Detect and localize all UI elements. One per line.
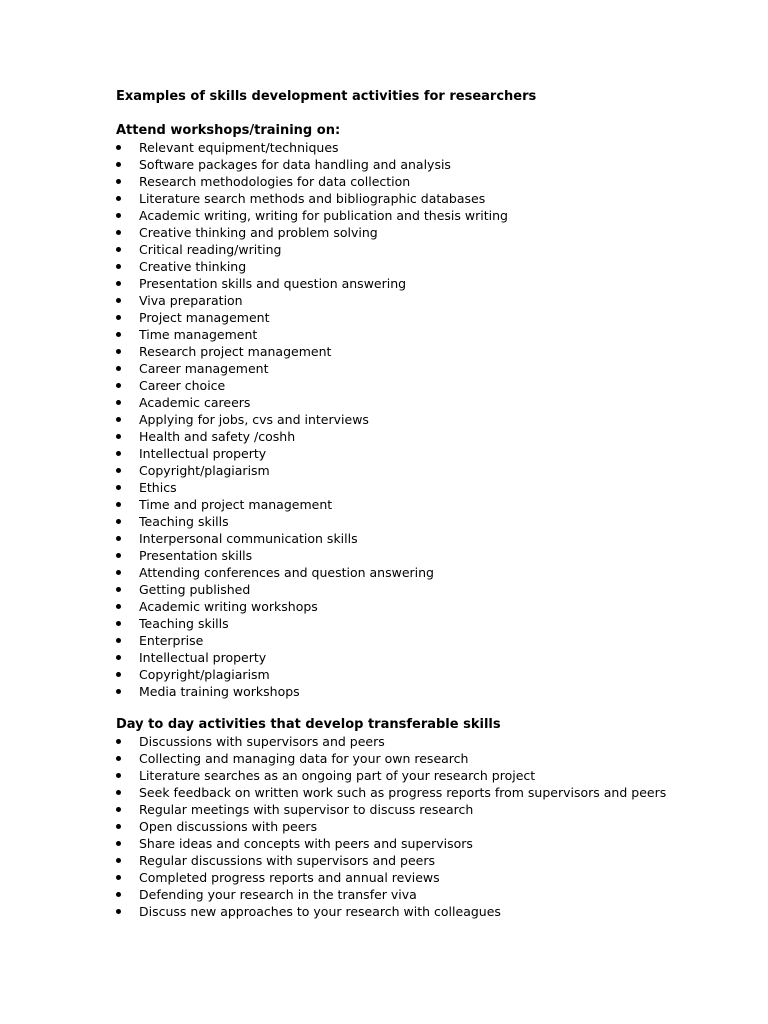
- list-item: [116, 479, 736, 496]
- bullet-dot-icon: [116, 332, 121, 337]
- bullet-dot-icon: [116, 587, 121, 592]
- bullet-dot-icon: [116, 145, 121, 150]
- list-item-text: Creative thinking and problem solving: [139, 225, 378, 240]
- list-item: [116, 377, 736, 394]
- bullet-dot-icon: [116, 841, 121, 846]
- bullet-dot-icon: [116, 773, 121, 778]
- list-item: [116, 733, 736, 750]
- list-item-text: Presentation skills: [139, 548, 253, 563]
- list-item-text: Creative thinking: [139, 259, 247, 274]
- list-item-text: Relevant equipment/techniques: [139, 140, 339, 155]
- bullet-dot-icon: [116, 162, 121, 167]
- list-item: [116, 173, 736, 190]
- list-item-text: Copyright/plagiarism: [139, 667, 270, 682]
- list-item-text: Literature search methods and bibliographic databases: [139, 191, 486, 206]
- list-item-text: Time management: [139, 327, 258, 342]
- list-item: [116, 886, 736, 903]
- list-item: [116, 801, 736, 818]
- bullet-dot-icon: [116, 179, 121, 184]
- list-item: [116, 835, 736, 852]
- list-item-text: Ethics: [139, 480, 177, 495]
- list-item-text: Teaching skills: [139, 514, 229, 529]
- list-item: [116, 411, 736, 428]
- list-item: [116, 581, 736, 598]
- list-item-text: Presentation skills and question answering: [139, 276, 407, 291]
- list-item: [116, 207, 736, 224]
- list-item: [116, 360, 736, 377]
- bullet-dot-icon: [116, 247, 121, 252]
- bullet-dot-icon: [116, 553, 121, 558]
- list-item-text: Viva preparation: [139, 293, 243, 308]
- list-item: [116, 666, 736, 683]
- document-title: Examples of skills development activities for researchers: [116, 89, 537, 104]
- bullet-dot-icon: [116, 655, 121, 660]
- bullet-dot-icon: [116, 790, 121, 795]
- list-item: [116, 258, 736, 275]
- list-item-text: Career choice: [139, 378, 226, 393]
- list-item: [116, 615, 736, 632]
- bullet-dot-icon: [116, 621, 121, 626]
- bullet-list: [116, 733, 736, 920]
- bullet-dot-icon: [116, 604, 121, 609]
- section-workshops: [116, 122, 736, 700]
- list-item-text: Academic careers: [139, 395, 251, 410]
- bullet-dot-icon: [116, 349, 121, 354]
- list-item: [116, 564, 736, 581]
- list-item: [116, 326, 736, 343]
- list-item: [116, 513, 736, 530]
- bullet-dot-icon: [116, 434, 121, 439]
- bullet-dot-icon: [116, 417, 121, 422]
- bullet-dot-icon: [116, 858, 121, 863]
- section-heading: Attend workshops/training on:: [116, 123, 341, 138]
- list-item-text: Career management: [139, 361, 269, 376]
- bullet-dot-icon: [116, 366, 121, 371]
- bullet-dot-icon: [116, 536, 121, 541]
- list-item-text: Enterprise: [139, 633, 204, 648]
- section-heading: Day to day activities that develop transferable skills: [116, 717, 501, 732]
- list-item: [116, 445, 736, 462]
- bullet-dot-icon: [116, 400, 121, 405]
- list-item-text: Defending your research in the transfer viva: [139, 887, 417, 902]
- list-item-text: Discuss new approaches to your research with colleagues: [139, 904, 501, 919]
- bullet-dot-icon: [116, 298, 121, 303]
- bullet-dot-icon: [116, 502, 121, 507]
- bullet-list: [116, 139, 736, 700]
- list-item: [116, 903, 736, 920]
- list-item: [116, 683, 736, 700]
- bullet-dot-icon: [116, 824, 121, 829]
- list-item-text: Regular discussions with supervisors and peers: [139, 853, 435, 868]
- list-item: [116, 462, 736, 479]
- list-item: [116, 394, 736, 411]
- list-item-text: Attending conferences and question answering: [139, 565, 434, 580]
- list-item-text: Research project management: [139, 344, 332, 359]
- list-item: [116, 241, 736, 258]
- bullet-dot-icon: [116, 281, 121, 286]
- list-item-text: Literature searches as an ongoing part of your research project: [139, 768, 536, 783]
- list-item: [116, 190, 736, 207]
- bullet-dot-icon: [116, 570, 121, 575]
- list-item: [116, 649, 736, 666]
- bullet-dot-icon: [116, 892, 121, 897]
- list-item-text: Share ideas and concepts with peers and supervisors: [139, 836, 473, 851]
- bullet-dot-icon: [116, 807, 121, 812]
- bullet-dot-icon: [116, 230, 121, 235]
- list-item-text: Intellectual property: [139, 650, 267, 665]
- list-item-text: Software packages for data handling and analysis: [139, 157, 451, 172]
- list-item-text: Time and project management: [139, 497, 333, 512]
- list-item-text: Academic writing, writing for publication and thesis writing: [139, 208, 508, 223]
- bullet-dot-icon: [116, 519, 121, 524]
- bullet-dot-icon: [116, 468, 121, 473]
- bullet-dot-icon: [116, 638, 121, 643]
- section-day-to-day: [116, 716, 736, 920]
- bullet-dot-icon: [116, 689, 121, 694]
- bullet-dot-icon: [116, 213, 121, 218]
- list-item-text: Intellectual property: [139, 446, 267, 461]
- list-item-text: Open discussions with peers: [139, 819, 318, 834]
- list-item-text: Interpersonal communication skills: [139, 531, 358, 546]
- list-item-text: Project management: [139, 310, 270, 325]
- list-item-text: Academic writing workshops: [139, 599, 318, 614]
- list-item-text: Research methodologies for data collection: [139, 174, 411, 189]
- list-item-text: Seek feedback on written work such as progress reports from supervisors and peers: [139, 785, 667, 800]
- list-item: [116, 156, 736, 173]
- list-item: [116, 343, 736, 360]
- list-item-text: Teaching skills: [139, 616, 229, 631]
- list-item-text: Discussions with supervisors and peers: [139, 734, 385, 749]
- list-item: [116, 598, 736, 615]
- list-item: [116, 292, 736, 309]
- list-item-text: Regular meetings with supervisor to discuss research: [139, 802, 474, 817]
- list-item-text: Health and safety /coshh: [139, 429, 296, 444]
- list-item: [116, 530, 736, 547]
- list-item: [116, 784, 736, 801]
- list-item-text: Copyright/plagiarism: [139, 463, 270, 478]
- bullet-dot-icon: [116, 672, 121, 677]
- list-item-text: Media training workshops: [139, 684, 300, 699]
- list-item-text: Collecting and managing data for your own research: [139, 751, 469, 766]
- list-item: [116, 869, 736, 886]
- list-item: [116, 275, 736, 292]
- bullet-dot-icon: [116, 451, 121, 456]
- bullet-dot-icon: [116, 383, 121, 388]
- list-item: [116, 547, 736, 564]
- list-item: [116, 852, 736, 869]
- list-item: [116, 428, 736, 445]
- list-item: [116, 309, 736, 326]
- bullet-dot-icon: [116, 756, 121, 761]
- list-item-text: Completed progress reports and annual reviews: [139, 870, 440, 885]
- bullet-dot-icon: [116, 875, 121, 880]
- bullet-dot-icon: [116, 739, 121, 744]
- document-body: [116, 88, 736, 920]
- list-item: [116, 496, 736, 513]
- bullet-dot-icon: [116, 315, 121, 320]
- bullet-dot-icon: [116, 485, 121, 490]
- list-item-text: Getting published: [139, 582, 251, 597]
- list-item: [116, 767, 736, 784]
- list-item: [116, 818, 736, 835]
- list-item: [116, 139, 736, 156]
- list-item: [116, 632, 736, 649]
- bullet-dot-icon: [116, 196, 121, 201]
- list-item: [116, 750, 736, 767]
- bullet-dot-icon: [116, 264, 121, 269]
- list-item-text: Applying for jobs, cvs and interviews: [139, 412, 369, 427]
- bullet-dot-icon: [116, 909, 121, 914]
- list-item-text: Critical reading/writing: [139, 242, 282, 257]
- list-item: [116, 224, 736, 241]
